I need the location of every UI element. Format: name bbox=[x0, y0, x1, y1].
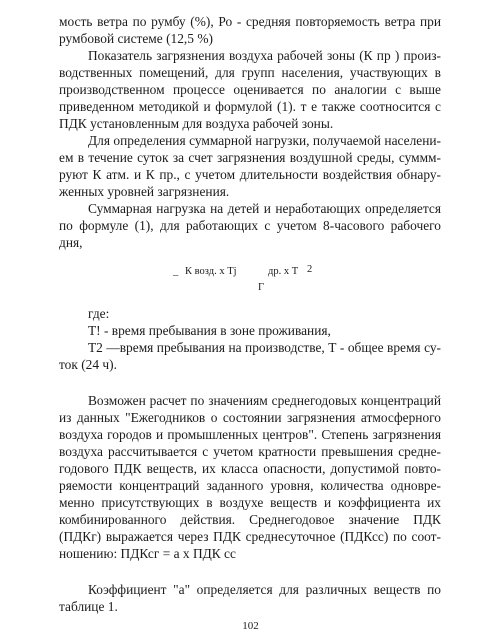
formula-underscore: _ bbox=[173, 266, 179, 277]
text-line: Возможен расчет по значениям среднегодовых концентраций bbox=[88, 393, 441, 408]
text-line: (ПДКг) выражается через ПДК среднесуточное (ПДКсс) по соот- bbox=[59, 529, 441, 544]
text-line: годового ПДК веществ, их класса опасности, допустимой повто- bbox=[59, 461, 441, 476]
text-line: менно присутствующих в воздухе веществ и коэффициента их bbox=[59, 495, 441, 510]
text-line: румбовой системе (12,5 %) bbox=[59, 31, 213, 46]
text-line: Коэффициент "а" определяется для различных веществ по bbox=[88, 582, 441, 597]
text-line: ряемости концентраций заданного уровня, количества одновре- bbox=[59, 478, 441, 493]
text-line: таблице 1. bbox=[59, 599, 118, 614]
text-line: Показатель загрязнения воздуха рабочей зоны (К пр ) произ- bbox=[88, 48, 441, 63]
page-number: 102 bbox=[242, 620, 259, 632]
text-line: воздуха городов и промышленных центров". Степень загрязнения bbox=[59, 427, 441, 442]
text-line: Для определения суммарной нагрузки, получаемой населени- bbox=[88, 133, 441, 148]
text-line: мость ветра по румбу (%), Ро - средняя повторяемость ветра при bbox=[59, 14, 441, 29]
text-line: где: bbox=[88, 306, 110, 321]
text-line: дня, bbox=[59, 235, 83, 250]
formula-term-1: К возд. х Тj bbox=[185, 266, 237, 277]
text-line: женных уровней загрязнения. bbox=[59, 184, 230, 199]
text-line: по формуле (1), для работающих с учетом 8-часового рабочего bbox=[59, 218, 441, 233]
text-line: руют К атм. и К пр., с учетом длительности воздействия обнару- bbox=[59, 167, 441, 182]
text-line: Т2 —время пребывания на производстве, Т - общее время су- bbox=[88, 340, 441, 355]
formula-term-2: др. х Т bbox=[268, 266, 299, 277]
text-line: из данных "Ежегодников о состоянии загрязнения атмосферного bbox=[59, 410, 441, 425]
text-line: ПДК установленным для воздуха рабочей зоны. bbox=[59, 116, 334, 131]
text-line: ем в течение суток за счет загрязнения воздушной среды, суммм- bbox=[59, 150, 441, 165]
text-line: воздуха рассчитывается с учетом кратности превышения средне- bbox=[59, 444, 441, 459]
text-line: приведенном методикой и формулой (1). т е также соотносится с bbox=[59, 99, 441, 114]
text-line: Т! - время пребывания в зоне проживания, bbox=[88, 323, 331, 338]
formula-denominator: Г bbox=[258, 282, 265, 293]
text-line: водственных помещений, для групп населения, участвующих в bbox=[59, 65, 441, 80]
text-line: производственном процессе оценивается по аналогии с выше bbox=[59, 82, 441, 97]
text-line: комбинированного действия. Среднегодовое значение ПДК bbox=[59, 512, 441, 527]
text-line: ток (24 ч). bbox=[59, 357, 117, 372]
text-line: ношению: ПДКсг = а х ПДК сс bbox=[59, 546, 236, 561]
text-line: Суммарная нагрузка на детей и неработающих определяется bbox=[88, 201, 441, 216]
formula-term-2-subscript: 2 bbox=[307, 264, 313, 275]
